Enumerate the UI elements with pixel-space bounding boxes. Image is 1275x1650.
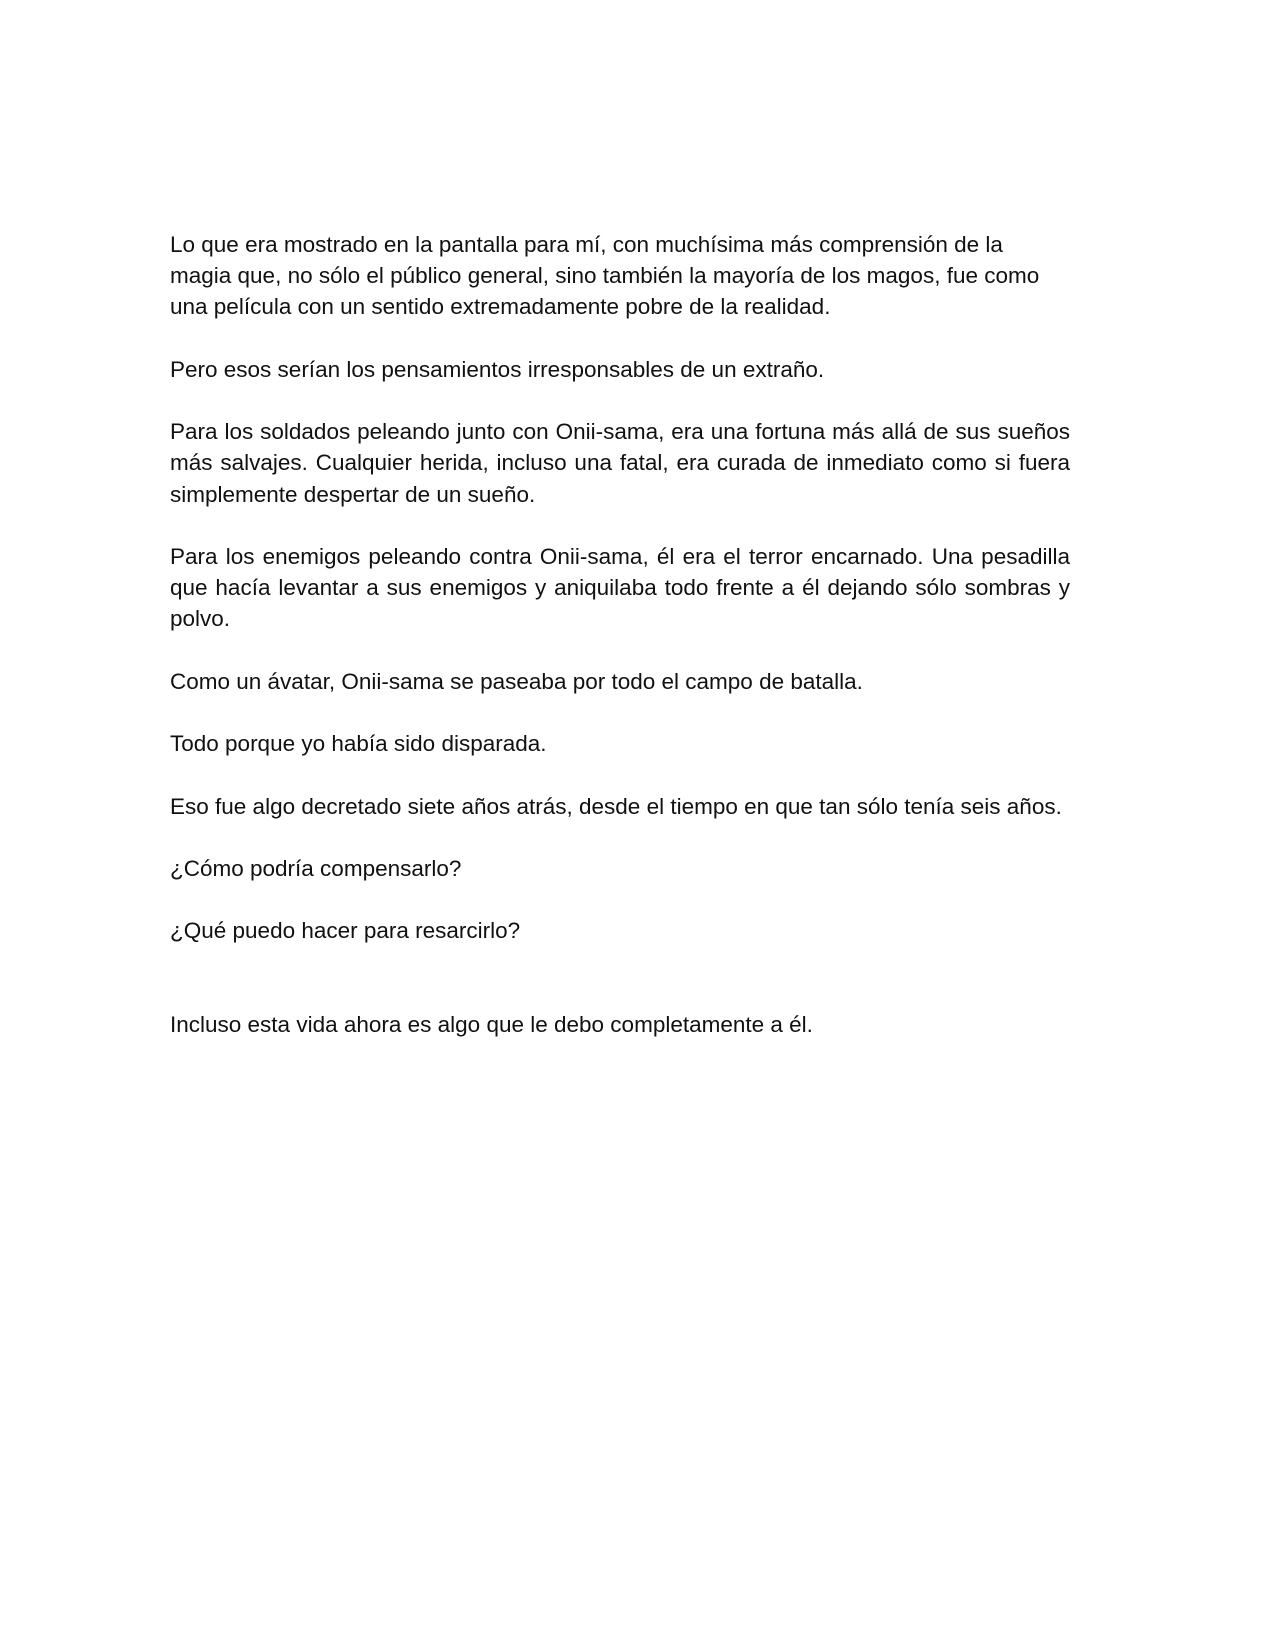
- paragraph-10: Incluso esta vida ahora es algo que le debo completamente a él.: [170, 1011, 813, 1037]
- paragraph-8: ¿Cómo podría compensarlo?: [170, 855, 462, 881]
- paragraph-7: Eso fue algo decretado siete años atrás, desde el tiempo en que tan sólo tenía seis años.: [170, 793, 1062, 819]
- paragraph-1: Lo que era mostrado en la pantalla para mí, con muchísima más comprensión de la magia que, no sólo el público general, sino también la mayoría de los magos, fue como una película con un sentido extremadamente pobre de la realidad.: [170, 232, 1040, 320]
- paragraph-3: Para los soldados peleando junto con Onii-sama, era una fortuna más allá de sus sueños más salvajes. Cualquier herida, incluso una fatal, era curada de inmediato como si fuera simplemente despertar de un sueño.: [170, 419, 1070, 507]
- paragraph-5: Como un ávatar, Onii-sama se paseaba por todo el campo de batalla.: [170, 668, 863, 694]
- document-body: [170, 229, 1070, 1071]
- paragraph-2: Pero esos serían los pensamientos irresponsables de un extraño.: [170, 356, 825, 382]
- paragraph-6: Todo porque yo había sido disparada.: [170, 731, 547, 757]
- blank-line: [170, 978, 1070, 1009]
- paragraph-9: ¿Qué puedo hacer para resarcirlo?: [170, 918, 521, 944]
- paragraph-4: Para los enemigos peleando contra Onii-sama, él era el terror encarnado. Una pesadilla que hacía levantar a sus enemigos y aniquilaba todo frente a él dejando sólo sombras y polvo.: [170, 543, 1070, 632]
